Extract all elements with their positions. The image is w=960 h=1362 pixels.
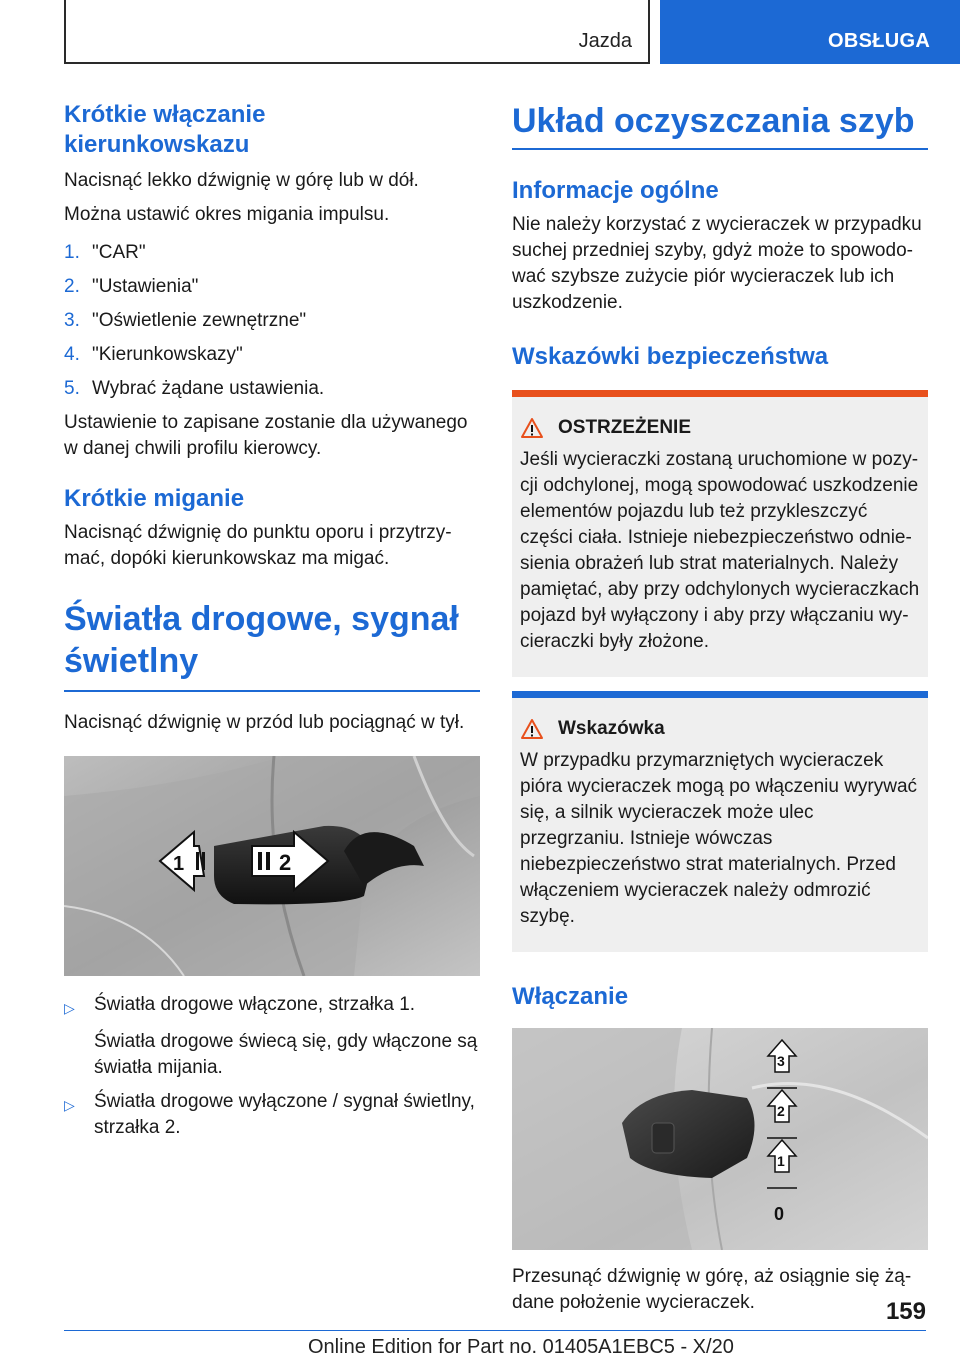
heading-short-indicator: Krótkie włączanie kierunkowskazu bbox=[64, 101, 266, 158]
heading-short-flash: Krótkie miganie bbox=[64, 485, 245, 512]
notice-text: W przypadku przymarzniętych wycieraczek pióra wycieraczek mogą po włączeniu wyrywać się, a silnik wycieraczek może ulec przegrzaniu. Istnieje wówczas niebezpieczeństwo strat materialnych. Przed włączeniem wycieraczek należy odmrozić szybę. bbox=[520, 750, 918, 927]
tab-label: OBSŁUGA bbox=[828, 30, 931, 52]
notice-triangle-icon bbox=[520, 718, 544, 740]
heading-wipers: Układ oczyszczania szyb bbox=[512, 100, 928, 150]
paragraph-switch-on: Przesunąć dźwignię w górę, aż osiągnie się żądane położenie wycieraczek. bbox=[512, 1266, 912, 1313]
step-item: 2. "Ustawienia" bbox=[64, 276, 199, 297]
notice-title: Wskazówka bbox=[558, 718, 665, 739]
step-item: 5. Wybrać żądane ustawienia. bbox=[64, 378, 325, 399]
heading-switch-on: Włączanie bbox=[512, 983, 629, 1010]
warning-triangle-icon bbox=[520, 417, 544, 439]
triangle-bullet-icon: ▷ bbox=[64, 1000, 75, 1016]
wiper-lever-image bbox=[512, 1028, 928, 1250]
paragraph-saved-profile: Ustawienie to zapisane zostanie dla używanego w danej chwili profilu kierowcy. bbox=[64, 412, 468, 459]
high-beam-lever-image bbox=[64, 756, 480, 976]
step-item: 1. "CAR" bbox=[64, 242, 146, 263]
right-column bbox=[512, 100, 928, 1316]
list-item-sub: Światła drogowe świecą się, gdy włączone są światła mijania. bbox=[94, 1031, 478, 1078]
heading-high-beam: Światła drogowe, sygnał świetlny bbox=[64, 598, 480, 692]
notice-bar bbox=[512, 691, 928, 698]
paragraph-flash: Nacisnąć dźwignię do punktu oporu i przytrzymać, dopóki kierunkowskaz ma migać. bbox=[64, 522, 452, 569]
position-label-1: 1 bbox=[777, 1153, 785, 1169]
high-beam-bullets bbox=[64, 992, 480, 1141]
position-label-3: 3 bbox=[777, 1053, 785, 1069]
paragraph-set-period: Można ustawić okres migania impulsu. bbox=[64, 204, 390, 225]
step-item: 3. "Oświetlenie zewnętrzne" bbox=[64, 310, 307, 331]
paragraph-general: Nie należy korzystać z wycieraczek w przypadku suchej przedniej szyby, gdyż może to spowodować szybsze zużycie piór wycieraczek lub ich uszkodzenie. bbox=[512, 214, 922, 313]
arrow-label-2: 2 bbox=[279, 850, 292, 875]
edition-text: Online Edition for Part no. 01405A1EBC5 - X/20 bbox=[308, 1336, 734, 1358]
list-item: ▷ Światła drogowe włączone, strzałka 1. Światła drogowe świecą się, gdy włączone są światła mijania. bbox=[64, 992, 480, 1081]
paragraph-high-beam: Nacisnąć dźwignię w przód lub pociągnąć w tył. bbox=[64, 712, 465, 733]
step-item: 4. "Kierunkowskazy" bbox=[64, 344, 243, 365]
lever-illustration bbox=[64, 756, 480, 976]
left-column bbox=[64, 100, 480, 1141]
wiper-illustration bbox=[512, 1028, 928, 1250]
warning-bar bbox=[512, 390, 928, 397]
list-item: ▷ Światła drogowe wyłączone / sygnał świetlny, strzałka 2. bbox=[64, 1089, 480, 1141]
position-label-0: 0 bbox=[774, 1204, 785, 1224]
header-box bbox=[64, 0, 650, 64]
section-title: Jazda bbox=[578, 30, 632, 52]
position-label-2: 2 bbox=[777, 1103, 785, 1119]
page-number: 159 bbox=[885, 1298, 926, 1325]
heading-safety: Wskazówki bezpieczeństwa bbox=[512, 343, 829, 370]
settings-steps bbox=[64, 240, 480, 402]
warning-text: Jeśli wycieraczki zostaną uruchomione w pozycji odchylonej, mogą spowodować uszkodzenie elementów pojazdu lub też przykleszczyć części ciała. Istnieje niebezpieczeństwo odniesienia obrażeń lub strat materialnych. Należy pamiętać, aby przy odchylonych wycieraczkach pojazd był wyłączony i aby przy włączaniu wycieraczki były złożone. bbox=[520, 449, 920, 652]
notice-box bbox=[512, 691, 928, 952]
warning-title: OSTRZEŻENIE bbox=[558, 417, 692, 438]
triangle-bullet-icon: ▷ bbox=[64, 1097, 75, 1113]
heading-general-info: Informacje ogólne bbox=[512, 177, 719, 204]
paragraph-press-lightly: Nacisnąć lekko dźwignię w górę lub w dół. bbox=[64, 170, 419, 191]
header-tab[interactable] bbox=[660, 0, 960, 64]
warning-box bbox=[512, 390, 928, 677]
arrow-label-1: 1 bbox=[173, 853, 185, 875]
footer-divider bbox=[64, 1330, 926, 1331]
